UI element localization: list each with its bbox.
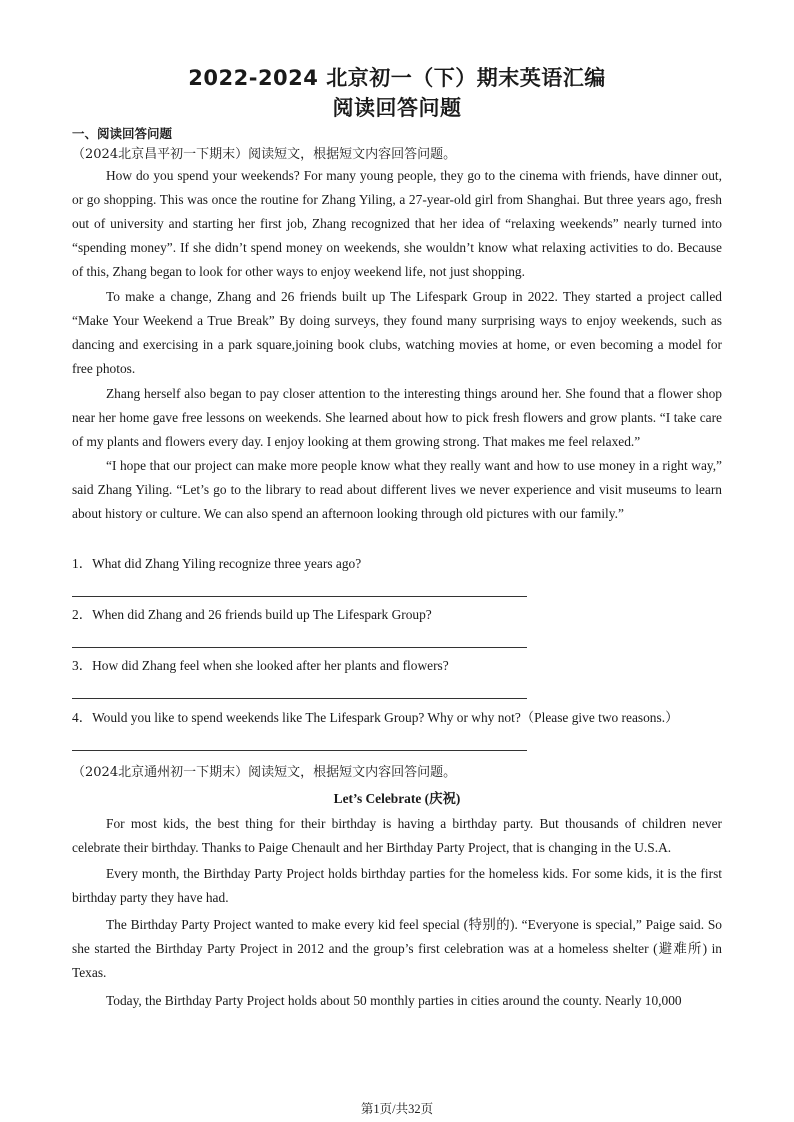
answer-line-4[interactable] (72, 750, 527, 751)
passage1-paragraph-4: “I hope that our project can make more people know what they really want and how to use money in a right way,” said Zhang Yiling. “Let’s go to the library to read about different lives we never experience and visit museums to learn about history or culture. We can also spend an afternoon looking through old pictures with our family.” (72, 458, 722, 522)
passage2-source: （2024北京通州初一下期末）阅读短文，根据短文内容回答问题。 (72, 765, 457, 780)
question-4: 4．Would you like to spend weekends like The Lifespark Group? Why or why not?（Please give two reasons.） (72, 710, 679, 725)
passage2-paragraph-3: The Birthday Party Project wanted to make every kid feel special (特别的). “Everyone is special,” Paige said. So she started the Birthday Party Project in 2012 and the group’s first celebration was at a homeless shelter (避难所) in Texas. (72, 917, 722, 981)
question-1: 1．What did Zhang Yiling recognize three years ago? (72, 556, 362, 571)
answer-line-3[interactable] (72, 698, 527, 699)
question-3: 3．How did Zhang feel when she looked after her plants and flowers? (72, 658, 449, 673)
passage1-paragraph-1: How do you spend your weekends? For many young people, they go to the cinema with friends, have dinner out, or go shopping. This was once the routine for Zhang Yiling, a 27-year-old girl from Shanghai. But three years ago, fresh out of university and starting her first job, Zhang recognized that her idea of “relaxing weekends” nearly turned into “spending money”. If she didn’t spend money on weekends, she wouldn’t know what relaxing activities to do. Because of this, Zhang began to look for other ways to enjoy weekend life, not just shopping. (72, 168, 722, 280)
document-title: 2022-2024 北京初一（下）期末英语汇编 (188, 66, 606, 90)
document-subtitle: 阅读回答问题 (332, 96, 462, 120)
question-2: 2．When did Zhang and 26 friends build up The Lifespark Group? (72, 607, 432, 622)
passage1-paragraph-3: Zhang herself also began to pay closer attention to the interesting things around her. She found that a flower shop near her home gave free lessons on weekends. She learned about how to pick fresh flowers and grow plants. “I take care of my plants and flowers every day. I enjoy looking at them growing strong. That makes me feel relaxed.” (72, 386, 722, 450)
passage2-paragraph-4: Today, the Birthday Party Project holds about 50 monthly parties in cities around the county. Nearly 10,000 (106, 993, 682, 1008)
passage2-title: Let’s Celebrate (庆祝) (333, 791, 461, 806)
passage1-paragraph-2: To make a change, Zhang and 26 friends built up The Lifespark Group in 2022. They started a project called “Make Your Weekend a True Break” By doing surveys, they found many surprising ways to enjoy weekends, such as dancing and exercising in a park square,joining book clubs, watching movies at home, or even becoming a model for free photos. (72, 289, 722, 377)
passage1-source: （2024北京昌平初一下期末）阅读短文，根据短文内容回答问题。 (72, 147, 457, 162)
page-number-footer: 第1页/共32页 (360, 1102, 434, 1116)
passage2-paragraph-2: Every month, the Birthday Party Project holds birthday parties for the homeless kids. For some kids, it is the first birthday party they have had. (72, 866, 722, 906)
answer-line-1[interactable] (72, 596, 527, 597)
answer-line-2[interactable] (72, 647, 527, 648)
section-heading: 一、阅读回答问题 (72, 126, 173, 141)
passage2-paragraph-1: For most kids, the best thing for their birthday is having a birthday party. But thousands of children never celebrate their birthday. Thanks to Paige Chenault and her Birthday Party Project, that is changing in the U.S.A. (72, 816, 722, 856)
